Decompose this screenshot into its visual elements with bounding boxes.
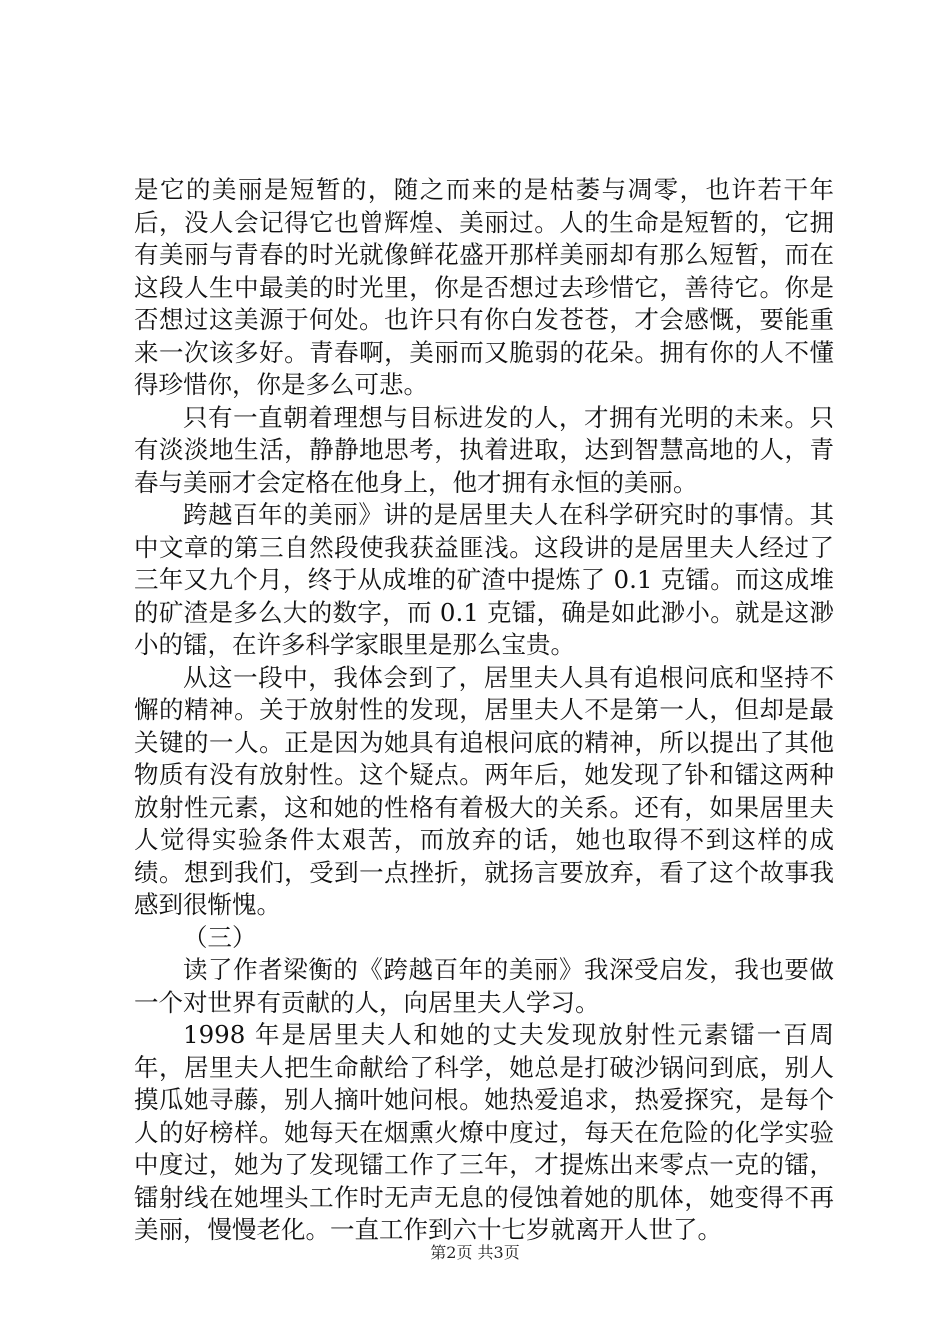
document-body	[134, 174, 834, 1247]
paragraph: 跨越百年的美丽》讲的是居里夫人在科学研究时的事情。其中文章的第三自然段使我获益匪浅。这段讲的是居里夫人经过了三年又九个月，终于从成堆的矿渣中提炼了 0.1 克镭。而这成堆的矿渣是多么大的数字，而 0.1 克镭，确是如此渺小。就是这渺小的镭，在许多科学家眼里是那么宝贵。	[134, 500, 834, 659]
page-footer: 第2页 共3页	[430, 1243, 520, 1262]
paragraph: 从这一段中，我体会到了，居里夫人具有追根问底和坚持不懈的精神。关于放射性的发现，居里夫人不是第一人，但却是最关键的一人。正是因为她具有追根问底的精神，所以提出了其他物质有没有放射性。这个疑点。两年后，她发现了钋和镭这两种放射性元素，这和她的性格有着极大的关系。还有，如果居里夫人觉得实验条件太艰苦，而放弃的话，她也取得不到这样的成绩。想到我们，受到一点挫折，就扬言要放弃，看了这个故事我感到很惭愧。	[134, 662, 834, 919]
paragraph-continuation: 是它的美丽是短暂的，随之而来的是枯萎与凋零，也许若干年后，没人会记得它也曾辉煌、美丽过。人的生命是短暂的，它拥有美丽与青春的时光就像鲜花盛开那样美丽却有那么短暂，而在这段人生中最美的时光里，你是否想过去珍惜它，善待它。你是否想过这美源于何处。也许只有你白发苍苍，才会感慨，要能重来一次该多好。青春啊，美丽而又脆弱的花朵。拥有你的人不懂得珍惜你，你是多么可悲。	[134, 175, 834, 399]
paragraph: 1998 年是居里夫人和她的丈夫发现放射性元素镭一百周年，居里夫人把生命献给了科学，她总是打破沙锅问到底，别人摸瓜她寻藤，别人摘叶她问根。她热爱追求，热爱探究，是每个人的好榜样。她每天在烟熏火燎中度过，每天在危险的化学实验中度过，她为了发现镭工作了三年，才提炼出来零点一克的镭，镭射线在她埋头工作时无声无息的侵蚀着她的肌体，她变得不再美丽，慢慢老化。一直工作到六十七岁就离开人世了。	[134, 1020, 834, 1244]
paragraph: 读了作者梁衡的《跨越百年的美丽》我深受启发，我也要做一个对世界有贡献的人，向居里夫人学习。	[134, 955, 834, 1017]
paragraph: 只有一直朝着理想与目标进发的人，才拥有光明的未来。只有淡淡地生活，静静地思考，执着进取，达到智慧高地的人，青春与美丽才会定格在他身上，他才拥有永恒的美丽。	[134, 402, 834, 497]
section-heading: （三）	[183, 922, 257, 952]
